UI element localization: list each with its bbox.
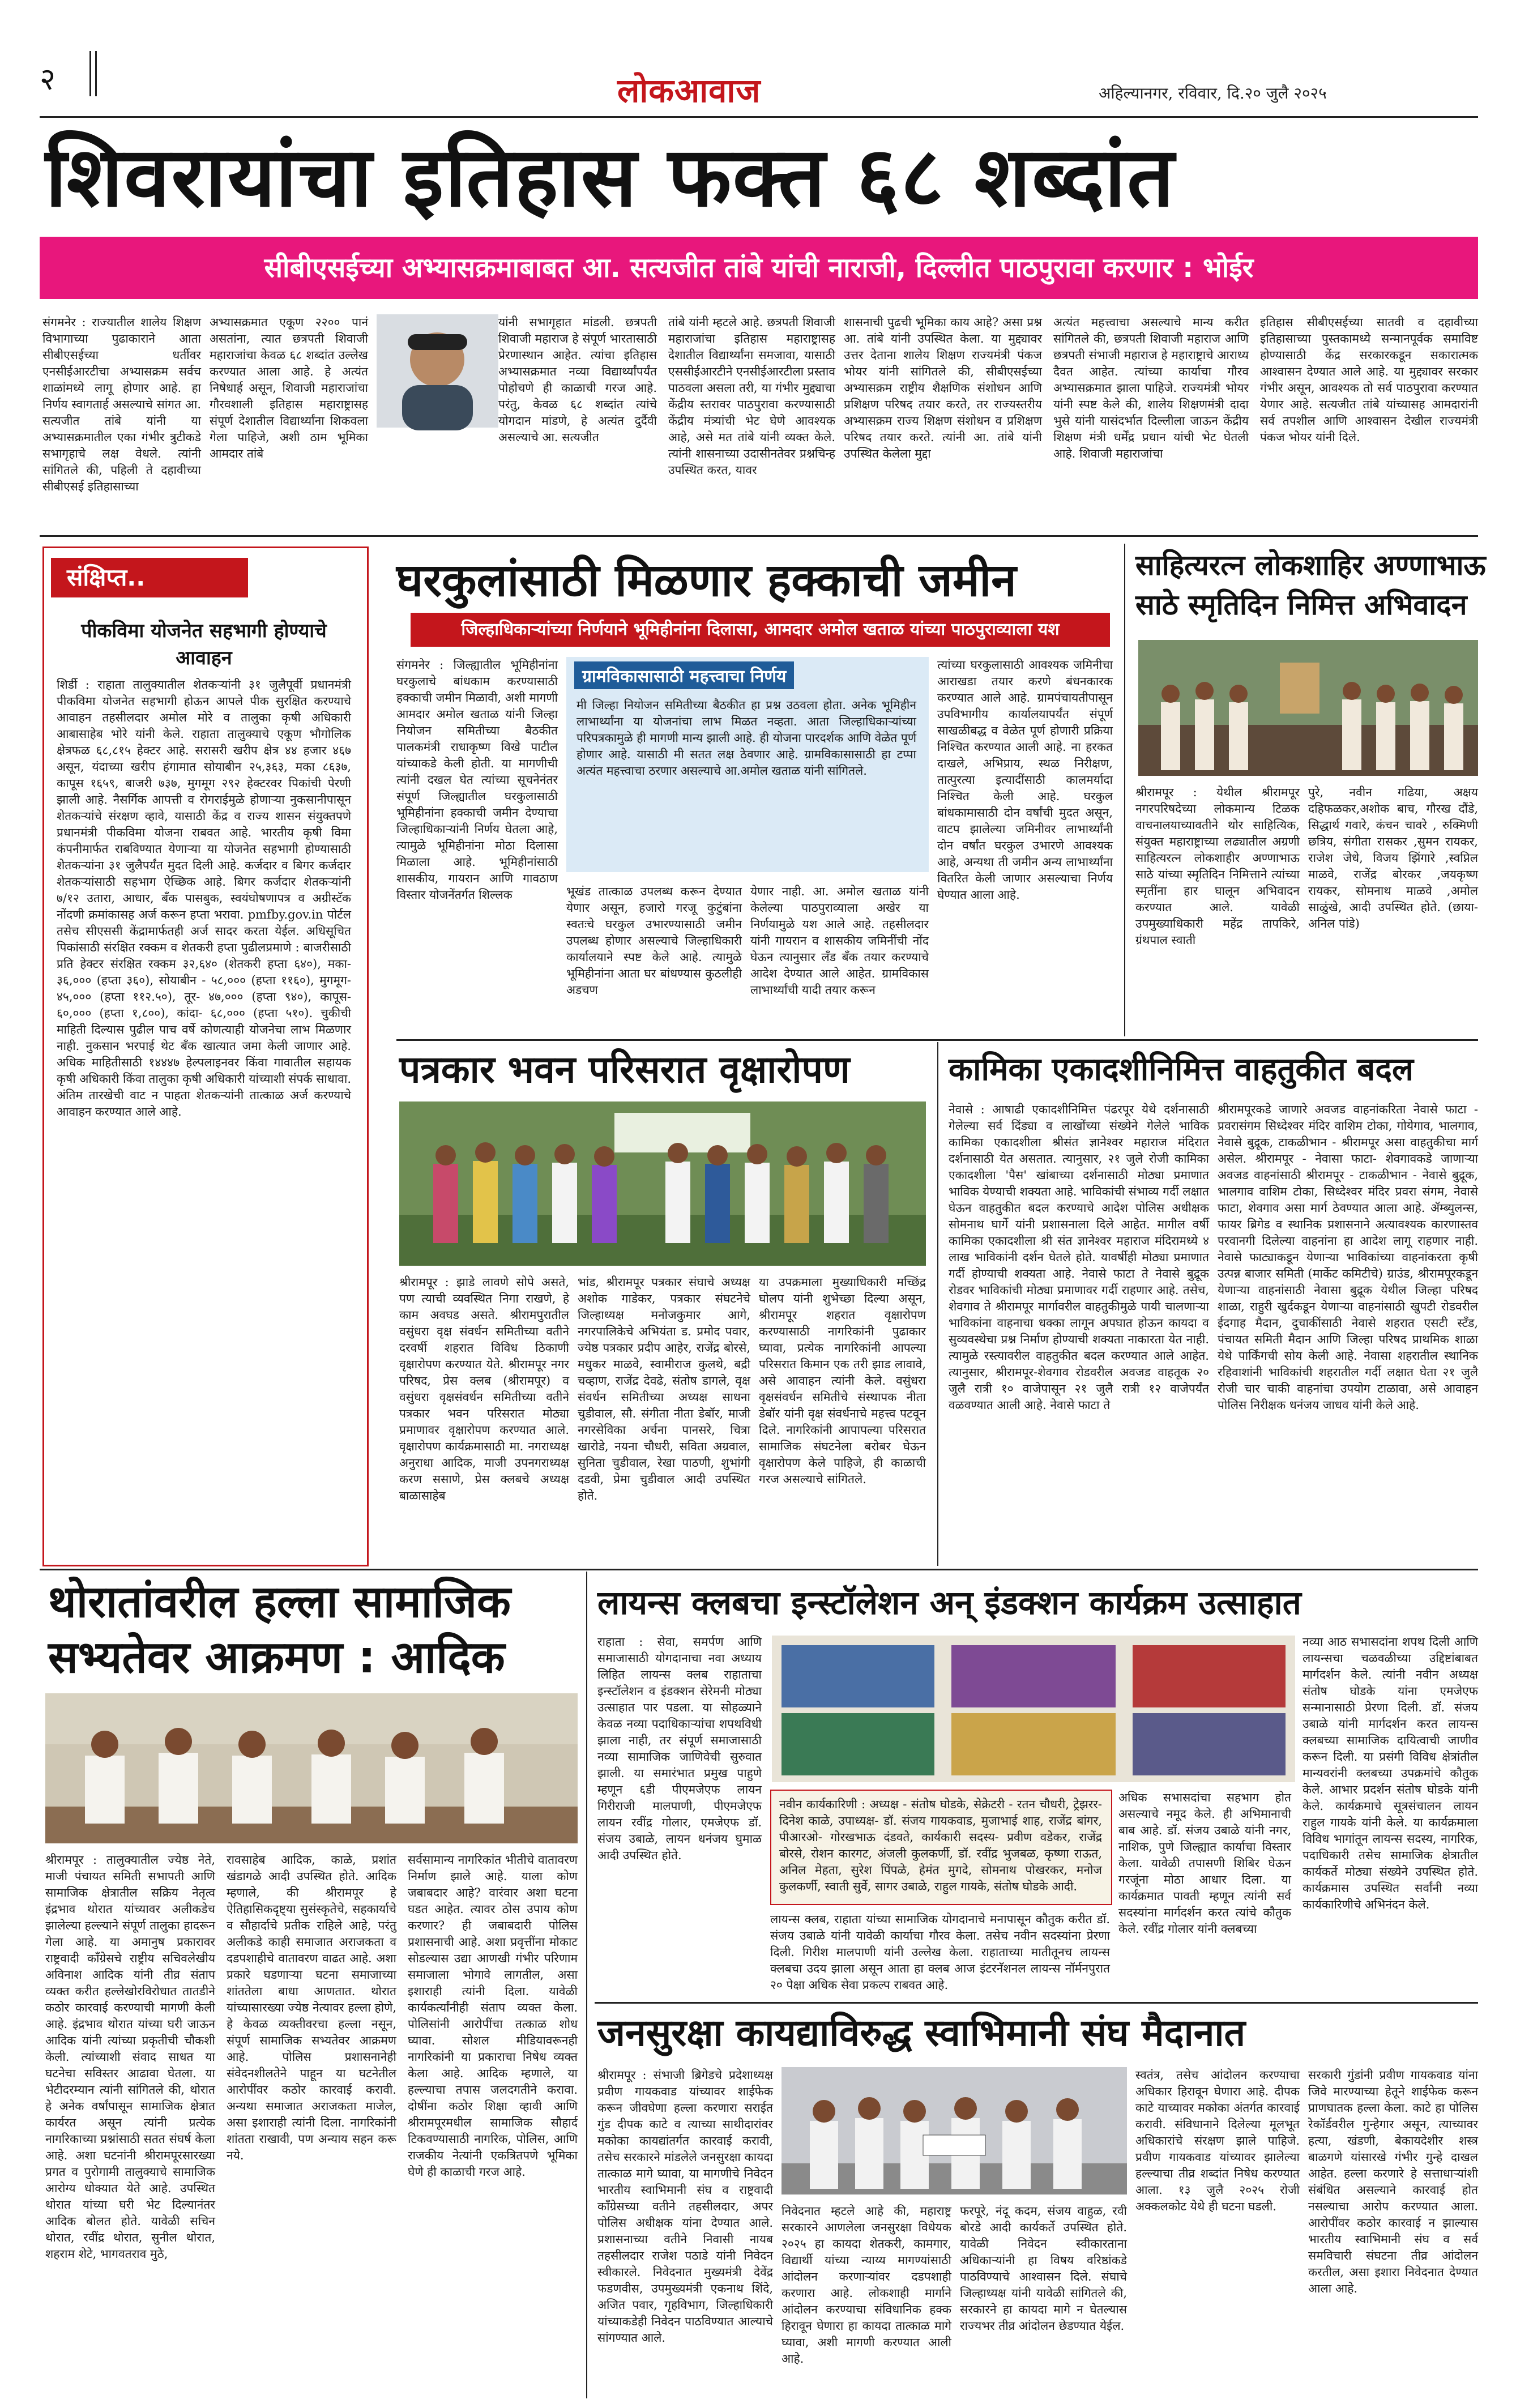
lead-col-1: संगमनेर : राज्यातील शालेय शिक्षण विभागाच्या पुढाकाराने आता सीबीएसईच्या धर्तीवर एनसीईआरटीचा अभ्यासक्रम सर्वच शाळांमध्ये लागू होणार आहे. हा निर्णय स्वागतार्ह असल्याचे सांगत आ. सत्यजीत तांबे यांनी या अभ्यासक्रमातील एका गंभीर त्रुटीकडे सभागृहाचे लक्ष वेधले. त्यांनी सांगितले की, पहिली ते दहावीच्या सीबीएसई इतिहासाच्या [42,315,201,493]
gharkul-subhead: जिल्हाधिकाऱ्यांच्या निर्णयाने भूमिहीनांना दिलासा, आमदार अमोल खताळ यांच्या पाठपुराव्याला यश [411,613,1110,647]
lions-col-4: नव्या आठ सभासदांना शपथ दिली आणि लायन्सचा चळवळीच्या उद्दिष्टांबाबत मार्गदर्शन केले. त्यांनी नवीन अध्यक्ष संतोष घोडके यांना एमजेएफ सन्मानासाठी प्रेरणा दिली. डॉ. संजय उबाळे यांनी मार्गदर्शन करत लायन्स क्लबच्या सामाजिक दायित्वाची जाणीव करून दिली. या प्रसंगी विविध क्षेत्रांतील मान्यवरांनी क्लबच्या उपक्रमांचे कौतुक केले. आभार प्रदर्शन संतोष घोडके यांनी केले. कार्यक्रमाचे सूत्रसंचालन लायन राहुल गायके यांनी केले. या कार्यक्रमाला विविध भागांतून लायन्स सदस्य, नागरिक, पदाधिकारी तसेच सामाजिक क्षेत्रातील कार्यकर्ते मोठ्या संख्येने उपस्थित होते. कार्यक्रमास उपस्थित सर्वांनी नव्या कार्यकारिणीचे अभिनंदन केले. [1303,1635,1478,1911]
lead-bottom-rule [40,535,1478,537]
sankshipt-headline: पीकविमा योजनेत सहभागी होण्याचे आवाहन [81,620,327,669]
middle-band-top-rule [396,1039,1478,1041]
gharkul-right-rule [1124,544,1125,1036]
sankshipt-body: शिर्डी : राहाता तालुक्यातील शेतकऱ्यांनी ३१ जुलैपूर्वी प्रधानमंत्री पीकविमा योजनेत सहभागी होऊन आपले पीक सुरक्षित करण्याचे आवाहन तहसीलदार अमोल मोरे व तालुका कृषी अधिकारी आबासाहेब भोरे यांनी केले. राहाता तालुक्याचे एकूण भौगोलिक क्षेत्रफळ ६८,८१५ हेक्टर आहे. सरासरी खरीप क्षेत्र ४४ हजार ४६७ असून, यंदाच्या खरीप हंगामात सोयाबीन २५,३६३, मका ८६३७, कापूस १६५९, बाजरी ७३७, मुगमूग २९२ हेक्टरवर पिकांची पेरणी झाली आहे. नैसर्गिक आपत्ती व रोगराईमुळे होणाऱ्या नुकसानीपासून शेतकऱ्यांचे संरक्षण व्हावे, यासाठी केंद्र व राज्य शासन संयुक्तपणे प्रधानमंत्री पीकविमा योजना राबवत आहे. भारतीय कृषी विमा कंपनीमार्फत राबविण्यात येणाऱ्या या योजनेत सहभागी होण्यासाठी शेतकऱ्यांना ३१ जुलैपर्यंत मुदत दिली आहे. कर्जदार व बिगर कर्जदार शेतकऱ्यांसाठी सहभाग ऐच्छिक आहे. बिगर कर्जदार शेतकऱ्यांनी ७/१२ उतारा, आधार, बँक पासबुक, स्वयंघोषणापत्र व अग्रीस्टॅक नोंदणी क्रमांकासह अर्ज करून हप्ता भरावा. pmfby.gov.in पोर्टल तसेच सीएससी केंद्रामार्फतही अर्ज सादर करता येईल. अधिसूचित पिकांसाठी संरक्षित रक्कम व शेतकरी हप्ता पुढीलप्रमाणे : बाजरीसाठी प्रति हेक्टर संरक्षित रक्कम ३२,६४० (शेतकरी हप्ता ६४०), मका- ३६,००० (हप्ता ३६०), सोयाबीन - ५८,००० (हप्ता ११६०), मुगमूग- ४५,००० (हप्ता ११२.५०), तूर- ४७,००० (हप्ता ९४०), कापूस- ६०,००० (हप्ता १,८००), कांदा- ६८,००० (हप्ता ५१०). चुकीची माहिती दिल्यास पुढील पाच वर्षे कोणत्याही योजनेचा लाभ मिळणार नाही. नुकसान भरपाई थेट बँक खात्यात जमा केली जाणार आहे. अधिक माहितीसाठी १४४४७ हेल्पलाइनवर किंवा गावातील सहायक कृषी अधिकारी किंवा तालुका कृषी अधिकारी यांच्याशी संपर्क साधावा. अंतिम तारखेची वाट न पाहता शेतकऱ्यांनी तात्काळ अर्ज करण्याचे आवाहन करण्यात आले आहे. [57,678,351,1118]
lead-subhead-band [40,237,1478,299]
kamika-headline: कामिका एकादशीनिमित्त वाहतुकीत बदल [949,1051,1413,1088]
lead-col-3: यांनी सभागृहात मांडली. छत्रपती शिवाजी महाराज हे संपूर्ण भारतासाठी प्रेरणास्थान आहेत. त्यांचा इतिहास अभ्यासक्रमात नव्या विद्यार्थ्यांपर्यंत पोहोचणे ही काळाची गरज आहे. परंतु, केवळ ६८ शब्दांत त्यांचे योगदान मांडणे, हे अत्यंत दुर्दैवी असल्याचे आ. सत्यजीत [498,315,657,444]
page-number-rule [89,51,91,96]
thorat-col-2: रावसाहेब आदिक, काळे, प्रशांत खंडागळे आदी उपस्थित होते. आदिक म्हणाले, की श्रीरामपूर हे ऐतिहासिकदृष्ट्या सुसंस्कृतेचे, सहकार्याचे व सौहार्दाचे प्रतीक राहिले आहे, परंतु अलीकडे काही समाजात अराजकता व दडपशाहीचे वातावरण वाढत आहे. अशा प्रकारे घडणाऱ्या घटना समाजाच्या शांततेला बाधा आणतात. थोरात यांच्यासारख्या ज्येष्ठ नेत्यावर हल्ला होणे, हे केवळ व्यक्तीवरचा हल्ला नसून, संपूर्ण सामाजिक सभ्यतेवर आक्रमण आहे. पोलिस प्रशासनानेही संवेदनशीलतेने पाहून या घटनेतील आरोपींवर कठोर कारवाई करावी. अन्यथा समाजात अराजकता माजेल, असा इशाराही त्यांनी दिला. नागरिकांनी शांतता राखावी, पण अन्याय सहन करू नये. [227,1853,396,2162]
lions-committee-text: नवीन कार्यकारिणी : अध्यक्ष - संतोष घोडके, सेक्रेटरी - रतन चौधरी, ट्रेझरर- दिनेश काळे, उपाध्यक्ष- डॉ. संजय गायकवाड, मुजाभाई शाह, राजेंद्र बांगर, पीआरओ- गोरखभाऊ दंडवते, कार्यकारी सदस्य- प्रवीण वडेकर, राजेंद्र बोरसे, रोशन कारगट, अंजली कुलकर्णी, डॉ. रवींद्र भुजबळ, कृष्णा राऊत, अनिल मेहता, सुरेश पिंपळे, हेमंत मुगदे, सोमनाथ पोखरकर, मनोज कुलकर्णी, स्वाती सुर्वे, सागर उबाळे, राहुल गायके, संतोष घोडके आदी. [779,1798,1102,1893]
sankshipt-label: संक्षिप्त.. [51,558,248,597]
jansuraksha-col-2: निवेदनात म्हटले आहे की, महाराष्ट्र सरकारने आणलेला जनसुरक्षा विधेयक २०२५ हा कायदा शेतकरी, कामगार, विद्यार्थी यांच्या न्याय्य मागण्यांसाठी आंदोलन करणाऱ्यांवर दडपशाही करणारा आहे. लोकशाही मार्गाने आंदोलन करण्याचा संविधानिक हक्क हिरावून घेणारा हा कायदा तात्काळ मागे घ्यावा, अशी मागणी करण्यात आली आहे. [782,2204,951,2366]
jansuraksha-col-4: स्वतंत्र, तसेच आंदोलन करण्याचा अधिकार हिरावून घेणारा आहे. दीपक काटे याच्यावर मकोका अंतर्गत कारवाई करावी. संविधानाने दिलेल्या मूलभूत अधिकारांचे संरक्षण झाले पाहिजे. प्रवीण गायकवाड यांच्यावर झालेल्या हल्ल्याचा तीव्र शब्दांत निषेध करण्यात आला. १३ जुलै २०२५ रोजी अक्कलकोट येथे ही घटना घडली. [1135,2068,1300,2213]
lead-col-5: शासनाची पुढची भूमिका काय आहे? असा प्रश्न आ. तांबे यांनी उपस्थित केला. या मुद्द्यावर उत्तर देताना शालेय शिक्षण राज्यमंत्री पंकज भोयर यांनी सांगितले की, सीबीएसईच्या अभ्यासक्रम राष्ट्रीय शैक्षणिक संशोधन आणि प्रशिक्षण परिषद तयार करते, तर राज्यस्तरीय अभ्यासक्रम राज्य शिक्षण संशोधन व प्रशिक्षण परिषद तयार करते. त्यांनी आ. तांबे यांनी उपस्थित केलेला मुद्दा [844,315,1042,460]
thorat-headline-2: सभ्यतेवर आक्रमण : आदिक [48,1632,505,1683]
gharkul-box-body: मी जिल्हा नियोजन समितीच्या बैठकीत हा प्रश्न उठवला होता. अनेक भूमिहीन लाभार्थ्यांना या योजनांचा लाभ मिळत नव्हता. आता जिल्हाधिकाऱ्यांच्या परिपत्रकामुळे ही मागणी मान्य झाली आहे. ही योजना पारदर्शक आणि वेळेत पूर्ण होणार आहे. यासाठी मी सतत लक्ष ठेवणार आहे. ग्रामविकासासाठी हा टप्पा अत्यंत महत्त्वाचा ठरणार असल्याचे आ.अमोल खताळ यांनी सांगितले. [576,698,916,778]
lead-col-2: अभ्यासक्रमात एकूण २२०० पानं असतांना, त्यात छत्रपती शिवाजी महाराजांचा केवळ ६८ शब्दांत उल्लेख करण्यात आला आहे. हे अत्यंत निषेधार्ह असून, शिवाजी महाराजांचा गौरवशाली इतिहास महाराष्ट्रासह संपूर्ण देशातील विद्यार्थ्यांना शिकवला गेला पाहिजे, अशी ठाम भूमिका आमदार तांबे [210,315,368,460]
lead-subhead: सीबीएसईच्या अभ्यासक्रमाबाबत आ. सत्यजीत तांबे यांची नाराजी, दिल्लीत पाठपुरावा करणार : भोईर [264,252,1254,284]
jansuraksha-memorandum-photo [782,2067,1127,2194]
patrakar-col-2: भांड, श्रीरामपूर पत्रकार संघाचे अध्यक्ष अशोक गाडेकर, पत्रकार संघटनेचे जिल्हाध्यक्ष मनोजकुमार आगे, नगरपालिकेचे अभियंता ड. प्रमोद पवार, ज्येष्ठ पत्रकार प्रदीप आहेर, राजेंद्र बोरसे, मधुकर माळवे, स्वामीराज कुलथे, बद्री चव्हाण, राजेंद्र देवढे, संतोष डागले, वृक्ष संवर्धन समितीच्या अध्यक्ष साधना चुडीवाल, सौ. संगीता नीता डेबॉर, माजी नगरसेविका अर्चना पानसरे, चित्रा खारोडे, नयना चौधरी, सविता अग्रवाल, सुनिता चुडीवाल, रेखा पाठणी, शुभांगी दडवी, प्रेमा चुडीवाल आदी उपस्थित होते. [578,1275,750,1502]
masthead-divider [40,116,1478,118]
gharkul-box-title: ग्रामविकासासाठी महत्त्वाचा निर्णय [574,661,794,689]
kamika-col-1: नेवासे : आषाढी एकादशीनिमित्त पंढरपूर येथे दर्शनासाठी गेलेल्या सर्व दिंड्या व लाखोंच्या संख्येने गेलेले भाविक कामिका एकादशीला श्रीसंत ज्ञानेश्वर महाराज मंदिरात दर्शनासाठी येत असतात. त्यानुसार, २१ जुले रोजी कामिका एकादशीला 'पैस' खांबाच्या दर्शनासाठी मोठ्या प्रमाणात भाविक येण्याची शक्यता आहे. भाविकांची संभाव्य गर्दी लक्षात घेऊन वाहतुकीत बदल करण्याचे आदेश पोलिस अधीक्षक सोमनाथ घार्गे यांनी प्रशासनाला दिले आहेत. मागील वर्षी कामिका एकादशीला श्री संत ज्ञानेश्वर महाराज मंदिरामध्ये ४ लाख भाविकांनी दर्शन घेतले होते. यावर्षीही मोठ्या प्रमाणात गर्दी होण्याची शक्यता आहे. नेवासे फाटा ते नेवासे बुद्रूक रोडवर भाविकांची मोठ्या प्रमाणावर गर्दी राहणार आहे. तसेच, शेवगाव ते श्रीरामपूर मार्गावरील वाहतुकीमुळे पायी चालणाऱ्या भाविकांना वाहनाचा धक्का लागून अपघात होऊन कायदा व सुव्यवस्थेचा प्रश्न निर्माण होण्याची शक्यता नाकारता येत नाही. त्यामुळे रस्त्यावरील वाहतुकीत बदल करण्यात आले आहेत. त्यानुसार, श्रीरामपूर-शेवगाव रोडवरील अवजड वाहतूक २० जुलै रात्री १० वाजेपासून २१ जुलै रात्री १२ वाजेपर्यंत वळवण्यात आली आहे. नेवासे फाटा ते [949,1103,1209,1412]
lead-col-4: तांबे यांनी म्हटले आहे. छत्रपती शिवाजी महाराजांचा इतिहास महाराष्ट्रासह देशातील विद्यार्थ्यांना समजावा, यासाठी एससीईआरटीने एनसीईआरटीला प्रस्ताव पाठवला असला तरी, या गंभीर मुद्द्याचा केंद्रीय स्तरावर पाठपुरावा करण्यासाठी केंद्रीय मंत्र्यांची भेट घेणे आवश्यक आहे, असे मत तांबे यांनी व्यक्त केले. त्यांनी शासनाच्या उदासीनतेवर प्रश्नचिन्ह उपस्थित करत, यावर [668,315,836,477]
thorat-visit-photo [45,1693,578,1843]
lions-headline: लायन्स क्लबचा इन्स्टॉलेशन अन् इंडक्शन कार्यक्रम उत्साहात [597,1583,1301,1622]
newspaper-logo: लोकआवाज [617,71,761,110]
patrakar-col-1: श्रीरामपूर : झाडे लावणे सोपे असते, पण त्याची व्यवस्थित निगा राखणे, हे काम अवघड असते. श्रीरामपुरातील वसुंधरा वृक्ष संवर्धन समितीच्या वतीने दरवर्षी शहरात विविध ठिकाणी वृक्षारोपण करण्यात येते. श्रीरामपूर नगर परिषद, प्रेस क्लब (श्रीरामपूर) व वसुंधरा वृक्षसंवर्धन समितीच्या वतीने पत्रकार भवन परिसरात मोठ्या प्रमाणावर वृक्षारोपण करण्यात आले. वृक्षारोपण कार्यक्रमासाठी मा. नगराध्यक्ष अनुराधा आदिक, माजी उपनगराध्यक्ष करण ससाणे, प्रेस क्लबचे अध्यक्ष बाळासाहेब [399,1275,569,1502]
thorat-right-rule [586,1572,587,2398]
patrakar-col-3: या उपक्रमाला मुख्याधिकारी मच्छिंद्र घोलप यांनी शुभेच्छा दिल्या असून, श्रीरामपूर शहरात वृक्षारोपण करण्यासाठी नागरिकांनी पुढाकार घ्यावा, प्रत्येक नागरिकांनी आपल्या परिसरात किमान एक तरी झाड लावावे, असे आवाहन त्यांनी केले. वसुंधरा वृक्षसंवर्धन समितीचे संस्थापक नीता डेबॉर यांनी वृक्ष संवर्धनाचे महत्त्व पटवून दिले. नागरिकांनी आपापल्या परिसरात सामाजिक संघटनेला बरोबर घेऊन वृक्षारोपण केले पाहिजे, ही काळाची गरज असल्याचे सांगितले. [759,1275,926,1486]
lead-headline: शिवरायांचा इतिहास फक्त ६८ शब्दांत [45,129,1176,225]
gharkul-col-4: त्यांच्या घरकुलासाठी आवश्यक जमिनीचा आराखडा तयार करणे बंधनकारक करण्यात आले आहे. ग्रामपंचायतीपासून उपविभागीय कार्यालयापर्यंत संपूर्ण साखळीबद्ध व वेळेत पूर्ण होणारी प्रक्रिया निश्चित करण्यात आली आहे. ना हरकत दाखले, अभिप्राय, स्थळ निरीक्षण, तात्पुरत्या इत्यादींसाठी कालमर्यादा निश्चित केली आहे. घरकुल बांधकामासाठी दोन वर्षांची मुदत असून, वाटप झालेल्या जमिनीवर लाभार्थ्यांनी दोन वर्षांत घरकुल उभारणे आवश्यक आहे, अन्यथा ती जमीन अन्य लाभार्थ्यांना वितरित केली जाणार असल्याचा निर्णय घेण्यात आला आहे. [937,658,1113,902]
gharkul-col-2: भूखंड तात्काळ उपलब्ध करून देण्यात येणार असून, हजारो गरजू कुटुंबांना स्वतःचे घरकुल उभारण्यासाठी जमीन उपलब्ध होणार असल्याचे जिल्हाधिकारी कार्यालयाने स्पष्ट केले आहे. त्यामुळे भूमिहीनांना आता घर बांधण्यास कुठलीही अडचण [566,885,742,997]
gharkul-col-3: येणार नाही. आ. अमोल खताळ यांनी केलेल्या पाठपुराव्याला अखेर या निर्णयामुळे यश आले आहे. तहसीलदार यांनी गायरान व शासकीय जमिनींची नोंद घेऊन त्यानुसार लँड बँक तयार करण्याचे आदेश देण्यात आले आहेत. ग्रामविकास लाभार्थ्यांची यादी तयार करून [750,885,929,997]
page-number-rule-2 [95,51,97,96]
thorat-headline-1: थोरातांवरील हल्ला सामाजिक [48,1577,511,1628]
jansuraksha-headline: जनसुरक्षा कायद्याविरुद्ध स्वाभिमानी संघ मैदानात [597,2011,1246,2055]
lower-band-top-rule [40,1569,1478,1570]
patrakar-headline: पत्रकार भवन परिसरात वृक्षारोपण [399,1048,850,1091]
gharkul-col-1: संगमनेर : जिल्ह्यातील भूमिहीनांना घरकुलाचे बांधकाम करण्यासाठी हक्काची जमीन मिळावी, अशी मागणी आमदार अमोल खताळ यांनी जिल्हा नियोजन समितीच्या बैठकीत पालकमंत्री राधाकृष्ण विखे पाटील यांच्याकडे केली होती. या मागणीची त्यांनी दखल घेत त्यांच्या सूचनेनंतर संपूर्ण जिल्ह्यातील घरकुलासाठी भूमिहीनांना हक्काची जमीन देण्याचा जिल्हाधिकाऱ्यांनी निर्णय घेतला आहे, त्यामुळे भूमिहीनांना मोठा दिलासा मिळाला आहे. भूमिहीनांसाठी शासकीय, गायरान आणि गावठाण विस्तार योजनेंतर्गत शिल्लक [396,658,558,902]
patrakar-plantation-photo [399,1101,926,1266]
sathe-tribute-photo [1138,640,1478,776]
jansuraksha-col-1: श्रीरामपूर : संभाजी ब्रिगेडचे प्रदेशाध्यक्ष प्रवीण गायकवाड यांच्यावर शाईफेक करून जीवघेणा हल्ला करणारा सराईत गुंड दीपक काटे व त्याच्या साथीदारांवर मकोका कायद्यांतर्गत कारवाई करावी, तसेच सरकारने मांडलेले जनसुरक्षा कायदा तात्काळ मागे घ्यावा, या मागणीचे निवेदन भारतीय स्वाभिमानी संघ व राष्ट्रवादी काँग्रेसच्या वतीने तहसीलदार, अपर पोलिस अधीक्षक यांना देण्यात आले. प्रशासनाच्या वतीने निवासी नायब तहसीलदार राजेश पठाडे यांनी निवेदन स्वीकारले. निवेदनात मुख्यमंत्री देवेंद्र फडणवीस, उपमुख्यमंत्री एकनाथ शिंदे, अजित पवार, गृहविभाग, जिल्हाधिकारी यांच्याकडेही निवेदन पाठविण्यात आल्याचे सांगण्यात आले. [597,2068,773,2345]
kamika-col-2: श्रीरामपूरकडे जाणारे अवजड वाहनांकरिता नेवासे फाटा - प्रवरासंगम सिध्देश्वर मंदिर वाशिम टोका, गोयेगाव, भालगाव, नेवासे बुद्रूक, टाकळीभान - श्रीरामपूर असा वाहतुकीचा मार्ग असेल. श्रीरामपूर - नेवासा फाटा- शेवगावकडे जाणाऱ्या अवजड वाहनांसाठी श्रीरामपूर - टाकळीभान - नेवासे बुद्रूक, भालगाव वाशिम टोका, सिध्देश्वर मंदिर प्रवरा संगम, नेवासे फाटा, शेवगाव असा मार्ग ठेवण्यात आला आहे. ॲम्ब्युलन्स, फायर ब्रिगेड व स्थानिक प्रशासनाने अत्यावश्यक कारणास्तव परवानगी दिलेल्या वाहनांना हा आदेश लागू राहणार नाही. नेवासे फाट्याकडून येणाऱ्या भाविकांच्या वाहनांकरता कृषी उत्पन्न बाजार समिती (मार्केट कमिटीचे) ग्राउंड, श्रीरामपूरकडून येणाऱ्या वाहनांसाठी नेवासा बुद्रूक येथील जिल्हा परिषद शाळा, राहुरी खुर्दकडून येणाऱ्या वाहनांसाठी खुपटी रोडवरील ईदगाह मैदान, दुचाकींसाठी नेवासे शहरात एसटी स्टँड, पंचायत समिती मैदान आणि जिल्हा परिषद प्राथमिक शाळा येथे पार्किंगची सोय केली आहे. नेवासा शहरातील स्थानिक रहिवाशांनी भाविकांची शहरातील गर्दी लक्षात घेता २१ जुलै रोजी चार चाकी वाहनांचा उपयोग टाळावा, असे आवाहन पोलिस निरीक्षक धनंजय जाधव यांनी केले आहे. [1218,1103,1478,1412]
dateline: अहिल्यानगर, रविवार, दि.२० जुलै २०२५ [1099,84,1327,103]
thorat-col-3: सर्वसामान्य नागरिकांत भीतीचे वातावरण निर्माण झाले आहे. याला कोण जबाबदार आहे? वारंवार अशा घटना घडत आहेत. त्यावर ठोस उपाय कोण करणार? ही जबाबदारी पोलिस प्रशासनाची आहे. अशा प्रवृत्तींना मोकाट सोडल्यास उद्या आणखी गंभीर परिणाम समाजाला भोगावे लागतील, असा इशाराही त्यांनी दिला. यावेळी कार्यकर्त्यांनीही संताप व्यक्त केला. पोलिसांनी आरोपींचा तत्काळ शोध घ्यावा. सोशल मीडियावरूनही नागरिकांनी या प्रकाराचा निषेध व्यक्त केला आहे. आदिक म्हणाले, या हल्ल्याचा तपास जलदगतीने करावा. दोषींना कठोर शिक्षा व्हावी आणि श्रीरामपूरमधील सामाजिक सौहार्द टिकवण्यासाठी नागरिक, पोलिस, आणि राजकीय नेत्यांनी एकत्रितपणे भूमिका घेणे ही काळाची गरज आहे. [408,1853,578,2179]
lions-col-3: अधिक सभासदांचा सहभाग होत असल्याचे नमूद केले. ही अभिमानाची बाब आहे. डॉ. संजय उबाळे यांनी नगर, नाशिक, पुणे जिल्ह्यात कार्याचा विस्तार केला. यावेळी तपासणी शिबिर घेऊन गरजूंना मोठा आधार दिला. या कार्यक्रमात पावती म्हणून त्यांनी सर्व सदस्यांना मार्गदर्शन करत त्यांचे कौतुक केले. रवींद्र गोलार यांनी क्लबच्या [1118,1791,1291,1936]
jansuraksha-col-3: फरपूरे, नंदू कदम, संजय वाहुळ, रवी बोरडे आदी कार्यकर्ते उपस्थित होते. यावेळी निवेदन स्वीकारताना अधिकाऱ्यांनी हा विषय वरिष्ठांकडे पाठविण्याचे आश्वासन दिले. संघाचे जिल्हाध्यक्ष यांनी यावेळी सांगितले की, सरकारने हा कायदा मागे न घेतल्यास राज्यभर तीव्र आंदोलन छेडण्यात येईल. [960,2204,1127,2333]
jansuraksha-col-5: सरकारी गुंडांनी प्रवीण गायकवाड यांना जिवे मारण्याच्या हेतूने शाईफेक करून प्राणघातक हल्ला केला. काटे हा पोलिस रेकॉर्डवरील गुन्हेगार असून, त्याच्यावर हत्या, खंडणी, बेकायदेशीर शस्त्र बाळगणे यांसारखे गंभीर गुन्हे दाखल आहेत. हल्ला करणारे हे सत्ताधाऱ्यांशी संबंधित असल्याने कारवाई होत नसल्याचा आरोप करण्यात आला. आरोपींवर कठोर कारवाई न झाल्यास भारतीय स्वाभिमानी संघ व सर्व समविचारी संघटना तीव्र आंदोलन करतील, असा इशारा निवेदनात देण्यात आला आहे. [1308,2068,1478,2295]
lead-col-7: इतिहास सीबीएसईच्या सातवी व दहावीच्या इतिहासाच्या पुस्तकामध्ये सन्मानपूर्वक समाविष्ट होण्यासाठी केंद्र सरकारकडून सकारात्मक आश्वासन देण्यात आले आहे. या मुद्द्यावर सरकार गंभीर असून, आवश्यक तो सर्व पाठपुरावा करण्यात येणार आहे. सत्यजीत तांबे यांच्यासह आमदारांनी सर्व तपशील आणि आश्वासन देखील राज्यमंत्री पंकज भोयर यांनी दिले. [1260,315,1478,444]
thorat-col-1: श्रीरामपूर : तालुक्यातील ज्येष्ठ नेते, माजी पंचायत समिती सभापती आणि सामाजिक क्षेत्रातील सक्रिय नेतृत्व इंद्रभाव थोरात यांच्यावर अलीकडेच झालेल्या हल्ल्याने संपूर्ण तालुका हादरून गेला आहे. या अमानुष प्रकारावर राष्ट्रवादी काँग्रेसचे राष्ट्रीय सचिवलेखीय अविनाश आदिक यांनी तीव्र संताप व्यक्त करीत हल्लेखोरविरोधात तातडीने कठोर कारवाई करण्याची मागणी केली आहे. इंद्रभाव थोरात यांच्या घरी जाऊन आदिक यांनी त्यांच्या प्रकृतीची चौकशी केली. त्यांच्याशी संवाद साधत या घटनेचा सविस्तर आढावा घेतला. या भेटीदरम्यान त्यांनी सांगितले की, थोरात हे अनेक वर्षांपासून सामाजिक क्षेत्रात कार्यरत असून त्यांनी प्रत्येक नागरिकाच्या प्रश्नांसाठी सतत संघर्ष केला आहे. अशा घटनांनी श्रीरामपूरसारख्या प्रगत व पुरोगामी तालुक्याचे सामाजिक आरोग्य धोक्यात येते आहे. उपस्थित थोरात यांच्या घरी भेट दिल्यानंतर आदिक बोलत होते. यावेळी सचिन थोरात, रवींद्र थोरात, सुनील थोरात, शहराम शेटे, भागवतराव मुठे, [45,1853,215,2261]
patrakar-right-rule [937,1042,938,1566]
sathe-headline-2: साठे स्मृतिदिन निमित्त अभिवादन [1135,588,1467,621]
lions-col-2: लायन्स क्लब, राहाता यांच्या सामाजिक योगदानाचे मनापासून कौतुक करीत डॉ. संजय उबाळे यांनी यावेळी कार्याचा गौरव केला. तसेच नवीन सदस्यांना प्रेरणा दिली. गिरीश मालपाणी यांनी उल्लेख केला. राहाताच्या मातीतूनच लायन्स क्लबचा उदय झाला असून आता हा क्लब आज इंटरनॅशनल लायन्स नॉर्मनपुरात २० पेक्षा अधिक सेवा प्रकल्प राबवत आहे. [770,1912,1110,1992]
page-number: २ [40,61,56,97]
sathe-col-1: श्रीरामपूर : येथील श्रीरामपूर नगरपरिषदेच्या लोकमान्य टिळक वाचनालयाच्यावतीने थोर साहित्यिक, संयुक्त महाराष्ट्राच्या लढ्यातील अग्रणी साहित्यरत्न लोकशाहीर अण्णाभाऊ साठे यांच्या स्मृतिदिन निमित्ताने त्यांच्या स्मृतींना हार घालून अभिवादन करण्यात आले. यावेळी उपमुख्याधिकारी महेंद्र तापकिरे, ग्रंथपाल स्वाती [1135,785,1300,947]
gharkul-info-box [566,657,929,872]
lions-ceremony-photo [770,1634,1297,1784]
gharkul-headline: घरकुलांसाठी मिळणार हक्काची जमीन [396,554,1017,607]
lead-col-6: अत्यंत महत्त्वाचा असल्याचे मान्य करीत सांगितले की, छत्रपती शिवाजी महाराज आणि छत्रपती संभाजी महाराज हे महाराष्ट्राचे आराध्य दैवत आहेत. त्यांच्या कार्याचा गौरव अभ्यासक्रमात झाला पाहिजे. राज्यमंत्री भोयर यांनी स्पष्ट केले की, शालेय शिक्षणमंत्री दादा भुसे यांनी यासंदर्भात दिल्लीला जाऊन केंद्रीय शिक्षण मंत्री धर्मेंद्र प्रधान यांची भेट घेतली आहे. शिवाजी महाराजांचा [1053,315,1249,460]
lions-col-1: राहाता : सेवा, समर्पण आणि समाजासाठी योगदानाचा नवा अध्याय लिहित लायन्स क्लब राहाताचा इन्स्टॉलेशन व इंडक्शन सेरेमनी मोठ्या उत्साहात पार पडला. या सोहळ्याने केवळ नव्या पदाधिकाऱ्यांचा शपथविधी झाला नाही, तर संपूर्ण समाजासाठी नव्या सामाजिक जाणिवेची सुरुवात झाली. या समारंभात प्रमुख पाहुणे म्हणून ६डी पीएमजेएफ लायन गिरीराजी मालपाणी, पीएमजेएफ लायन रवींद्र गोलार, एमजेएफ डॉ. संजय उबाळे, लायन धनंजय घुमाळ आदी उपस्थित होते. [597,1635,762,1862]
lions-committee-box [770,1790,1112,1905]
sathe-col-2: पुरे, नवीन गढिया, अक्षय दहिफळकर,अशोक बाच, गौरख दौंडे, सिद्धार्थ गवारे, कंचन चावरे , रुक्मिणी छत्रिय, संगीता रासकर ,सुमन रायकर, राजेश जेधे, विजय झिंगारे ,स्वप्निल माळवे, राजेंद्र बोरकर ,जयकृष्ण रायकर, सोमनाथ माळवे ,अमोल साळुंखे, आदी उपस्थित होते. (छाया- अनिल पांडे) [1308,785,1478,930]
sathe-headline-1: साहित्यरत्न लोकशाहिर अण्णाभाऊ [1135,549,1486,582]
jansuraksha-top-rule [595,2002,1478,2004]
mla-portrait-photo [377,314,498,428]
